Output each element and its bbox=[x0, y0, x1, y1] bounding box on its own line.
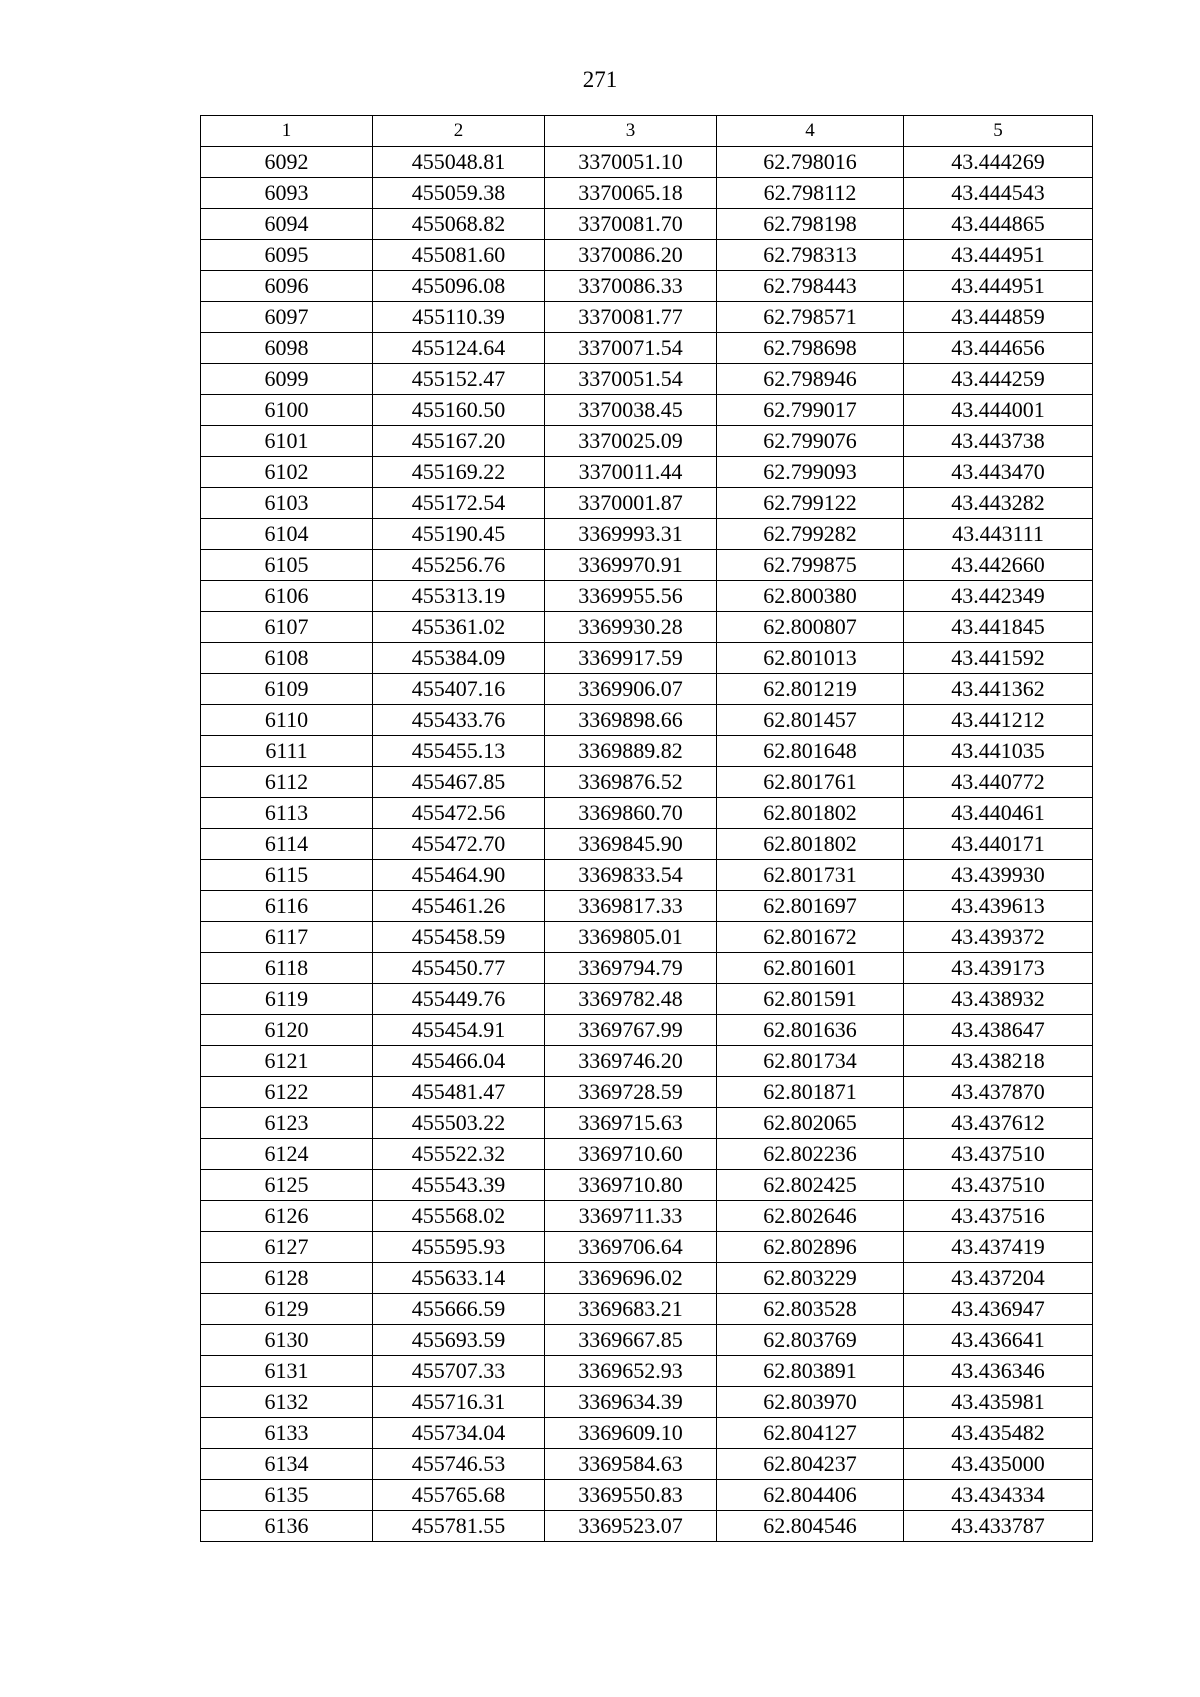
cell-point-number: 6126 bbox=[201, 1201, 373, 1232]
cell-latitude: 43.436641 bbox=[904, 1325, 1093, 1356]
cell-coord-x: 455455.13 bbox=[373, 736, 545, 767]
cell-latitude: 43.438218 bbox=[904, 1046, 1093, 1077]
cell-latitude: 43.437870 bbox=[904, 1077, 1093, 1108]
cell-coord-y: 3369930.28 bbox=[545, 612, 717, 643]
cell-coord-y: 3369970.91 bbox=[545, 550, 717, 581]
cell-point-number: 6128 bbox=[201, 1263, 373, 1294]
table-row bbox=[201, 178, 1093, 209]
cell-point-number: 6134 bbox=[201, 1449, 373, 1480]
cell-coord-x: 455169.22 bbox=[373, 457, 545, 488]
table-row bbox=[201, 1263, 1093, 1294]
cell-longitude: 62.801457 bbox=[717, 705, 904, 736]
cell-longitude: 62.801802 bbox=[717, 829, 904, 860]
cell-longitude: 62.803970 bbox=[717, 1387, 904, 1418]
cell-coord-x: 455467.85 bbox=[373, 767, 545, 798]
cell-coord-x: 455707.33 bbox=[373, 1356, 545, 1387]
cell-coord-y: 3369993.31 bbox=[545, 519, 717, 550]
cell-coord-x: 455096.08 bbox=[373, 271, 545, 302]
table-row bbox=[201, 643, 1093, 674]
cell-point-number: 6092 bbox=[201, 147, 373, 178]
table-row bbox=[201, 767, 1093, 798]
cell-latitude: 43.437510 bbox=[904, 1139, 1093, 1170]
cell-coord-x: 455568.02 bbox=[373, 1201, 545, 1232]
cell-coord-y: 3370086.33 bbox=[545, 271, 717, 302]
cell-point-number: 6114 bbox=[201, 829, 373, 860]
cell-coord-x: 455433.76 bbox=[373, 705, 545, 736]
cell-latitude: 43.440772 bbox=[904, 767, 1093, 798]
cell-longitude: 62.798112 bbox=[717, 178, 904, 209]
cell-longitude: 62.804406 bbox=[717, 1480, 904, 1511]
cell-point-number: 6125 bbox=[201, 1170, 373, 1201]
cell-coord-x: 455734.04 bbox=[373, 1418, 545, 1449]
cell-point-number: 6124 bbox=[201, 1139, 373, 1170]
cell-coord-x: 455481.47 bbox=[373, 1077, 545, 1108]
cell-point-number: 6099 bbox=[201, 364, 373, 395]
cell-point-number: 6119 bbox=[201, 984, 373, 1015]
cell-coord-y: 3369634.39 bbox=[545, 1387, 717, 1418]
cell-coord-y: 3369889.82 bbox=[545, 736, 717, 767]
cell-longitude: 62.799122 bbox=[717, 488, 904, 519]
cell-coord-x: 455464.90 bbox=[373, 860, 545, 891]
cell-coord-y: 3369898.66 bbox=[545, 705, 717, 736]
cell-coord-x: 455466.04 bbox=[373, 1046, 545, 1077]
cell-longitude: 62.804546 bbox=[717, 1511, 904, 1542]
table-row bbox=[201, 736, 1093, 767]
cell-longitude: 62.802646 bbox=[717, 1201, 904, 1232]
cell-longitude: 62.803229 bbox=[717, 1263, 904, 1294]
cell-longitude: 62.798571 bbox=[717, 302, 904, 333]
cell-point-number: 6106 bbox=[201, 581, 373, 612]
cell-coord-x: 455048.81 bbox=[373, 147, 545, 178]
cell-point-number: 6127 bbox=[201, 1232, 373, 1263]
table-row bbox=[201, 612, 1093, 643]
cell-latitude: 43.439173 bbox=[904, 953, 1093, 984]
cell-coord-x: 455472.56 bbox=[373, 798, 545, 829]
cell-coord-y: 3369917.59 bbox=[545, 643, 717, 674]
cell-latitude: 43.436947 bbox=[904, 1294, 1093, 1325]
cell-longitude: 62.798198 bbox=[717, 209, 904, 240]
cell-latitude: 43.443111 bbox=[904, 519, 1093, 550]
cell-latitude: 43.444951 bbox=[904, 271, 1093, 302]
cell-coord-x: 455407.16 bbox=[373, 674, 545, 705]
cell-point-number: 6113 bbox=[201, 798, 373, 829]
cell-point-number: 6110 bbox=[201, 705, 373, 736]
table-body bbox=[201, 147, 1093, 1542]
table-row bbox=[201, 922, 1093, 953]
cell-point-number: 6132 bbox=[201, 1387, 373, 1418]
cell-coord-x: 455167.20 bbox=[373, 426, 545, 457]
column-header-2: 2 bbox=[373, 116, 545, 147]
table-row bbox=[201, 1294, 1093, 1325]
cell-point-number: 6115 bbox=[201, 860, 373, 891]
table-row bbox=[201, 1139, 1093, 1170]
cell-latitude: 43.436346 bbox=[904, 1356, 1093, 1387]
cell-coord-x: 455765.68 bbox=[373, 1480, 545, 1511]
cell-point-number: 6109 bbox=[201, 674, 373, 705]
cell-latitude: 43.444001 bbox=[904, 395, 1093, 426]
cell-latitude: 43.435000 bbox=[904, 1449, 1093, 1480]
cell-coord-x: 455693.59 bbox=[373, 1325, 545, 1356]
cell-longitude: 62.803769 bbox=[717, 1325, 904, 1356]
cell-latitude: 43.439930 bbox=[904, 860, 1093, 891]
cell-coord-x: 455633.14 bbox=[373, 1263, 545, 1294]
table-row bbox=[201, 209, 1093, 240]
cell-coord-x: 455081.60 bbox=[373, 240, 545, 271]
cell-point-number: 6117 bbox=[201, 922, 373, 953]
cell-coord-y: 3369728.59 bbox=[545, 1077, 717, 1108]
table-row bbox=[201, 1108, 1093, 1139]
cell-point-number: 6133 bbox=[201, 1418, 373, 1449]
cell-point-number: 6102 bbox=[201, 457, 373, 488]
table-row bbox=[201, 829, 1093, 860]
cell-longitude: 62.802065 bbox=[717, 1108, 904, 1139]
cell-coord-x: 455716.31 bbox=[373, 1387, 545, 1418]
cell-coord-x: 455746.53 bbox=[373, 1449, 545, 1480]
cell-coord-y: 3369767.99 bbox=[545, 1015, 717, 1046]
cell-coord-y: 3369523.07 bbox=[545, 1511, 717, 1542]
cell-point-number: 6111 bbox=[201, 736, 373, 767]
cell-longitude: 62.801636 bbox=[717, 1015, 904, 1046]
cell-longitude: 62.798016 bbox=[717, 147, 904, 178]
cell-point-number: 6129 bbox=[201, 1294, 373, 1325]
cell-longitude: 62.801219 bbox=[717, 674, 904, 705]
cell-longitude: 62.801672 bbox=[717, 922, 904, 953]
cell-latitude: 43.444951 bbox=[904, 240, 1093, 271]
cell-longitude: 62.798443 bbox=[717, 271, 904, 302]
table-row bbox=[201, 1046, 1093, 1077]
cell-longitude: 62.804237 bbox=[717, 1449, 904, 1480]
cell-coord-x: 455059.38 bbox=[373, 178, 545, 209]
cell-longitude: 62.800807 bbox=[717, 612, 904, 643]
cell-coord-x: 455595.93 bbox=[373, 1232, 545, 1263]
cell-coord-y: 3369584.63 bbox=[545, 1449, 717, 1480]
table-row bbox=[201, 1480, 1093, 1511]
cell-latitude: 43.444656 bbox=[904, 333, 1093, 364]
table-row bbox=[201, 395, 1093, 426]
cell-coord-y: 3369906.07 bbox=[545, 674, 717, 705]
table-row bbox=[201, 488, 1093, 519]
cell-latitude: 43.437419 bbox=[904, 1232, 1093, 1263]
cell-coord-y: 3369652.93 bbox=[545, 1356, 717, 1387]
cell-coord-x: 455450.77 bbox=[373, 953, 545, 984]
page-number: 271 bbox=[582, 67, 618, 92]
cell-latitude: 43.443470 bbox=[904, 457, 1093, 488]
cell-point-number: 6123 bbox=[201, 1108, 373, 1139]
cell-point-number: 6093 bbox=[201, 178, 373, 209]
column-header-3: 3 bbox=[545, 116, 717, 147]
cell-coord-y: 3369782.48 bbox=[545, 984, 717, 1015]
cell-coord-y: 3369710.60 bbox=[545, 1139, 717, 1170]
cell-latitude: 43.444859 bbox=[904, 302, 1093, 333]
cell-point-number: 6097 bbox=[201, 302, 373, 333]
cell-coord-x: 455172.54 bbox=[373, 488, 545, 519]
cell-longitude: 62.801734 bbox=[717, 1046, 904, 1077]
cell-point-number: 6104 bbox=[201, 519, 373, 550]
table-row bbox=[201, 798, 1093, 829]
cell-coord-y: 3369845.90 bbox=[545, 829, 717, 860]
cell-latitude: 43.441212 bbox=[904, 705, 1093, 736]
cell-latitude: 43.441845 bbox=[904, 612, 1093, 643]
cell-point-number: 6112 bbox=[201, 767, 373, 798]
cell-point-number: 6103 bbox=[201, 488, 373, 519]
cell-latitude: 43.443282 bbox=[904, 488, 1093, 519]
cell-point-number: 6120 bbox=[201, 1015, 373, 1046]
cell-point-number: 6130 bbox=[201, 1325, 373, 1356]
cell-latitude: 43.441035 bbox=[904, 736, 1093, 767]
table-row bbox=[201, 1449, 1093, 1480]
table-row bbox=[201, 1015, 1093, 1046]
cell-coord-x: 455313.19 bbox=[373, 581, 545, 612]
table-row bbox=[201, 550, 1093, 581]
cell-latitude: 43.440171 bbox=[904, 829, 1093, 860]
cell-latitude: 43.434334 bbox=[904, 1480, 1093, 1511]
table-row bbox=[201, 1356, 1093, 1387]
cell-latitude: 43.444259 bbox=[904, 364, 1093, 395]
cell-coord-y: 3370051.54 bbox=[545, 364, 717, 395]
cell-point-number: 6136 bbox=[201, 1511, 373, 1542]
cell-latitude: 43.435981 bbox=[904, 1387, 1093, 1418]
table-row bbox=[201, 271, 1093, 302]
cell-coord-y: 3369955.56 bbox=[545, 581, 717, 612]
cell-coord-y: 3369715.63 bbox=[545, 1108, 717, 1139]
cell-point-number: 6108 bbox=[201, 643, 373, 674]
cell-longitude: 62.801871 bbox=[717, 1077, 904, 1108]
cell-coord-y: 3369609.10 bbox=[545, 1418, 717, 1449]
cell-coord-y: 3369833.54 bbox=[545, 860, 717, 891]
cell-coord-x: 455152.47 bbox=[373, 364, 545, 395]
cell-point-number: 6118 bbox=[201, 953, 373, 984]
cell-point-number: 6107 bbox=[201, 612, 373, 643]
cell-coord-x: 455503.22 bbox=[373, 1108, 545, 1139]
cell-coord-y: 3370051.10 bbox=[545, 147, 717, 178]
cell-coord-y: 3369706.64 bbox=[545, 1232, 717, 1263]
cell-longitude: 62.801802 bbox=[717, 798, 904, 829]
table-row bbox=[201, 705, 1093, 736]
cell-coord-x: 455666.59 bbox=[373, 1294, 545, 1325]
cell-coord-x: 455458.59 bbox=[373, 922, 545, 953]
table-row bbox=[201, 891, 1093, 922]
table-row bbox=[201, 240, 1093, 271]
cell-latitude: 43.437204 bbox=[904, 1263, 1093, 1294]
cell-coord-y: 3369667.85 bbox=[545, 1325, 717, 1356]
cell-coord-x: 455068.82 bbox=[373, 209, 545, 240]
table-row bbox=[201, 364, 1093, 395]
coordinates-table bbox=[200, 115, 1093, 1542]
table-row bbox=[201, 1077, 1093, 1108]
cell-latitude: 43.438647 bbox=[904, 1015, 1093, 1046]
cell-longitude: 62.802896 bbox=[717, 1232, 904, 1263]
cell-coord-y: 3369683.21 bbox=[545, 1294, 717, 1325]
cell-longitude: 62.801591 bbox=[717, 984, 904, 1015]
table-row bbox=[201, 333, 1093, 364]
cell-coord-y: 3370011.44 bbox=[545, 457, 717, 488]
cell-longitude: 62.799282 bbox=[717, 519, 904, 550]
cell-latitude: 43.441362 bbox=[904, 674, 1093, 705]
cell-longitude: 62.799017 bbox=[717, 395, 904, 426]
cell-coord-y: 3369746.20 bbox=[545, 1046, 717, 1077]
table-row bbox=[201, 1232, 1093, 1263]
cell-coord-y: 3370025.09 bbox=[545, 426, 717, 457]
cell-coord-x: 455110.39 bbox=[373, 302, 545, 333]
cell-longitude: 62.802425 bbox=[717, 1170, 904, 1201]
cell-latitude: 43.435482 bbox=[904, 1418, 1093, 1449]
cell-coord-y: 3370038.45 bbox=[545, 395, 717, 426]
cell-point-number: 6100 bbox=[201, 395, 373, 426]
cell-latitude: 43.442349 bbox=[904, 581, 1093, 612]
cell-longitude: 62.798698 bbox=[717, 333, 904, 364]
cell-coord-x: 455449.76 bbox=[373, 984, 545, 1015]
cell-longitude: 62.798946 bbox=[717, 364, 904, 395]
cell-coord-x: 455454.91 bbox=[373, 1015, 545, 1046]
cell-coord-x: 455522.32 bbox=[373, 1139, 545, 1170]
cell-coord-y: 3369711.33 bbox=[545, 1201, 717, 1232]
cell-longitude: 62.799093 bbox=[717, 457, 904, 488]
cell-latitude: 43.437516 bbox=[904, 1201, 1093, 1232]
table-row bbox=[201, 302, 1093, 333]
cell-coord-x: 455124.64 bbox=[373, 333, 545, 364]
cell-coord-y: 3369696.02 bbox=[545, 1263, 717, 1294]
table-row bbox=[201, 860, 1093, 891]
table-row bbox=[201, 1511, 1093, 1542]
cell-coord-y: 3370065.18 bbox=[545, 178, 717, 209]
cell-coord-y: 3369710.80 bbox=[545, 1170, 717, 1201]
table-row bbox=[201, 581, 1093, 612]
cell-longitude: 62.802236 bbox=[717, 1139, 904, 1170]
cell-coord-x: 455543.39 bbox=[373, 1170, 545, 1201]
cell-point-number: 6095 bbox=[201, 240, 373, 271]
cell-latitude: 43.433787 bbox=[904, 1511, 1093, 1542]
cell-longitude: 62.801648 bbox=[717, 736, 904, 767]
table-row bbox=[201, 1325, 1093, 1356]
column-header-1: 1 bbox=[201, 116, 373, 147]
cell-coord-y: 3369550.83 bbox=[545, 1480, 717, 1511]
cell-longitude: 62.801731 bbox=[717, 860, 904, 891]
cell-coord-x: 455472.70 bbox=[373, 829, 545, 860]
cell-latitude: 43.442660 bbox=[904, 550, 1093, 581]
cell-coord-x: 455781.55 bbox=[373, 1511, 545, 1542]
cell-coord-x: 455461.26 bbox=[373, 891, 545, 922]
table-row bbox=[201, 147, 1093, 178]
table-row bbox=[201, 984, 1093, 1015]
cell-longitude: 62.803891 bbox=[717, 1356, 904, 1387]
cell-coord-y: 3370081.77 bbox=[545, 302, 717, 333]
table-row bbox=[201, 519, 1093, 550]
cell-latitude: 43.438932 bbox=[904, 984, 1093, 1015]
cell-latitude: 43.437510 bbox=[904, 1170, 1093, 1201]
cell-longitude: 62.801601 bbox=[717, 953, 904, 984]
cell-point-number: 6094 bbox=[201, 209, 373, 240]
cell-coord-y: 3369860.70 bbox=[545, 798, 717, 829]
cell-coord-x: 455160.50 bbox=[373, 395, 545, 426]
cell-point-number: 6096 bbox=[201, 271, 373, 302]
table-row bbox=[201, 1201, 1093, 1232]
table-row bbox=[201, 1170, 1093, 1201]
cell-latitude: 43.444269 bbox=[904, 147, 1093, 178]
cell-point-number: 6105 bbox=[201, 550, 373, 581]
cell-latitude: 43.444543 bbox=[904, 178, 1093, 209]
cell-longitude: 62.799076 bbox=[717, 426, 904, 457]
cell-coord-y: 3370086.20 bbox=[545, 240, 717, 271]
cell-point-number: 6122 bbox=[201, 1077, 373, 1108]
cell-longitude: 62.800380 bbox=[717, 581, 904, 612]
cell-longitude: 62.799875 bbox=[717, 550, 904, 581]
cell-coord-y: 3370001.87 bbox=[545, 488, 717, 519]
cell-coord-y: 3369805.01 bbox=[545, 922, 717, 953]
cell-latitude: 43.439372 bbox=[904, 922, 1093, 953]
cell-coord-y: 3369817.33 bbox=[545, 891, 717, 922]
cell-coord-x: 455361.02 bbox=[373, 612, 545, 643]
table-row bbox=[201, 457, 1093, 488]
cell-longitude: 62.803528 bbox=[717, 1294, 904, 1325]
cell-latitude: 43.441592 bbox=[904, 643, 1093, 674]
cell-coord-x: 455190.45 bbox=[373, 519, 545, 550]
column-header-5: 5 bbox=[904, 116, 1093, 147]
cell-point-number: 6098 bbox=[201, 333, 373, 364]
column-header-4: 4 bbox=[717, 116, 904, 147]
cell-coord-x: 455256.76 bbox=[373, 550, 545, 581]
cell-longitude: 62.804127 bbox=[717, 1418, 904, 1449]
cell-latitude: 43.443738 bbox=[904, 426, 1093, 457]
cell-longitude: 62.801697 bbox=[717, 891, 904, 922]
cell-latitude: 43.439613 bbox=[904, 891, 1093, 922]
table-row bbox=[201, 1418, 1093, 1449]
cell-latitude: 43.440461 bbox=[904, 798, 1093, 829]
cell-coord-y: 3370071.54 bbox=[545, 333, 717, 364]
cell-coord-y: 3369876.52 bbox=[545, 767, 717, 798]
cell-point-number: 6131 bbox=[201, 1356, 373, 1387]
cell-longitude: 62.798313 bbox=[717, 240, 904, 271]
cell-longitude: 62.801761 bbox=[717, 767, 904, 798]
cell-longitude: 62.801013 bbox=[717, 643, 904, 674]
cell-point-number: 6101 bbox=[201, 426, 373, 457]
table-row bbox=[201, 1387, 1093, 1418]
table-row bbox=[201, 953, 1093, 984]
cell-latitude: 43.437612 bbox=[904, 1108, 1093, 1139]
table-header-row bbox=[201, 116, 1093, 147]
cell-coord-y: 3369794.79 bbox=[545, 953, 717, 984]
cell-point-number: 6116 bbox=[201, 891, 373, 922]
cell-coord-x: 455384.09 bbox=[373, 643, 545, 674]
table-row bbox=[201, 674, 1093, 705]
table-row bbox=[201, 426, 1093, 457]
cell-latitude: 43.444865 bbox=[904, 209, 1093, 240]
cell-point-number: 6135 bbox=[201, 1480, 373, 1511]
cell-coord-y: 3370081.70 bbox=[545, 209, 717, 240]
cell-point-number: 6121 bbox=[201, 1046, 373, 1077]
